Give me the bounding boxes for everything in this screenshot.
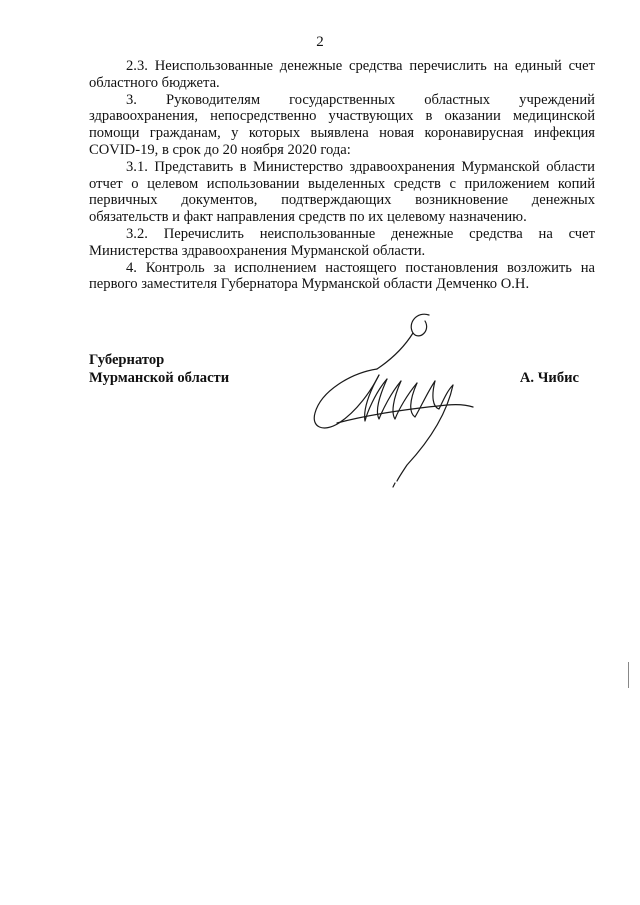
paragraph-3-2: 3.2. Перечислить неиспользованные денежные средства на счет Министерства здравоохранения Мурманской области. [89,225,595,259]
scan-margin-mark [628,662,629,688]
signatory-title [89,351,229,387]
signatory-name: А. Чибис [519,370,579,386]
paragraph-3-1: 3.1. Представить в Министерство здравоохранения Мурманской области отчет о целевом использовании выделенных средств с приложением копий первичных документов, подтверждающих возникновение денежных обязательств и факт направления средств по их целевому назначению. [89,158,595,226]
handwritten-signature [307,309,477,489]
document-body [89,58,595,293]
paragraph-4: 4. Контроль за исполнением настоящего постановления возложить на первого заместителя Губернатора Мурманской области Демченко О.Н. [89,259,595,293]
paragraph-3: 3. Руководителям государственных областных учреждений здравоохранения, непосредственно участвующих в оказании медицинской помощи гражданам, у которых выявлена новая коронавирусная инфекция COVID-19, в срок до 20 ноября 2020 года: [89,91,595,158]
signature-block [89,351,599,491]
paragraph-2-3: 2.3. Неиспользованные денежные средства перечислить на единый счет областного бюджета. [89,58,595,91]
page-number: 2 [316,34,324,50]
signatory-title-line2: Мурманской области [89,370,230,386]
signatory-title-line1: Губернатор [89,352,165,368]
